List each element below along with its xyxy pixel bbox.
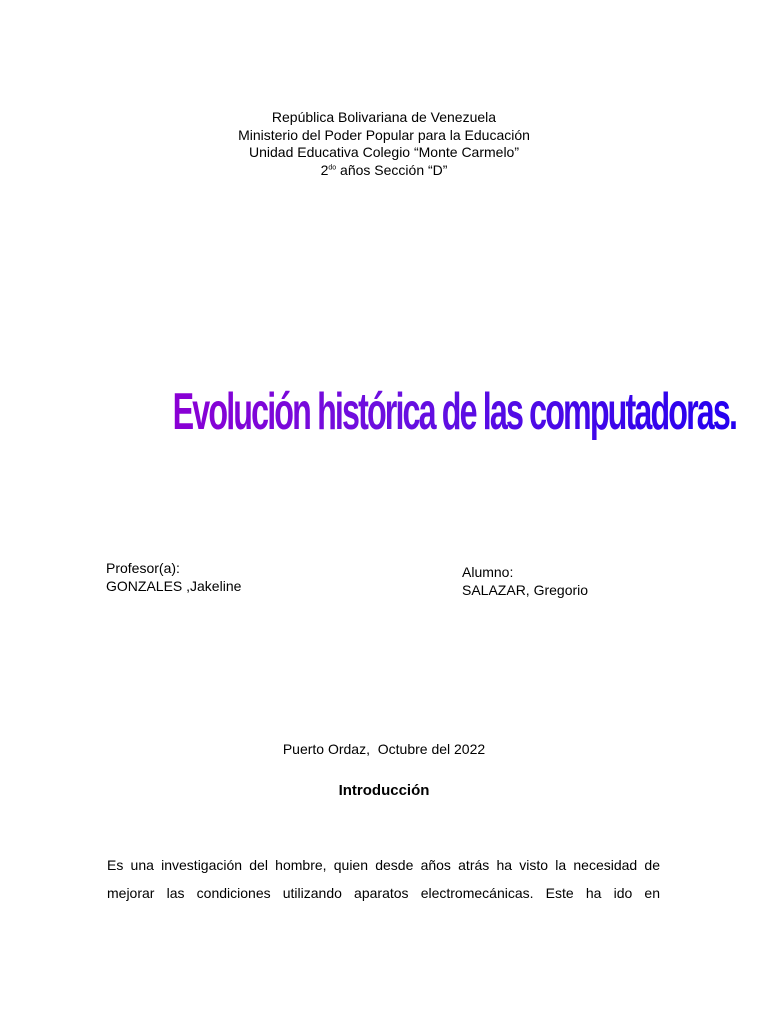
header-ministry: Ministerio del Poder Popular para la Educación [238, 126, 530, 143]
document-title-wrap [0, 382, 768, 442]
place-date: Puerto Ordaz, Octubre del 2022 [282, 741, 486, 757]
teacher-name: GONZALES ,Jakeline [106, 578, 242, 594]
header-country: República Bolivariana de Venezuela [271, 109, 497, 125]
institution-header [0, 109, 768, 179]
header-section [0, 162, 768, 180]
teacher-label: Profesor(a): [106, 560, 180, 576]
header-section-superscript: do [328, 163, 337, 171]
teacher-block [106, 559, 241, 595]
header-section-number: 2 [320, 161, 329, 178]
student-block [462, 563, 588, 599]
introduction-heading: Introducción [338, 782, 430, 799]
document-title: Evolución histórica de las computadoras. [172, 383, 737, 441]
header-section-text: años Sección “D” [336, 161, 448, 178]
student-label: Alumno: [462, 564, 514, 580]
introduction-paragraph: Es una investigación del hombre, quien desde años atrás ha visto la necesidad de mejorar las condiciones utilizando aparatos electromecánicas. Este ha ido en [107, 857, 660, 901]
header-school: Unidad Educativa Colegio “Monte Carmelo” [248, 144, 520, 160]
student-name: SALAZAR, Gregorio [462, 582, 589, 598]
